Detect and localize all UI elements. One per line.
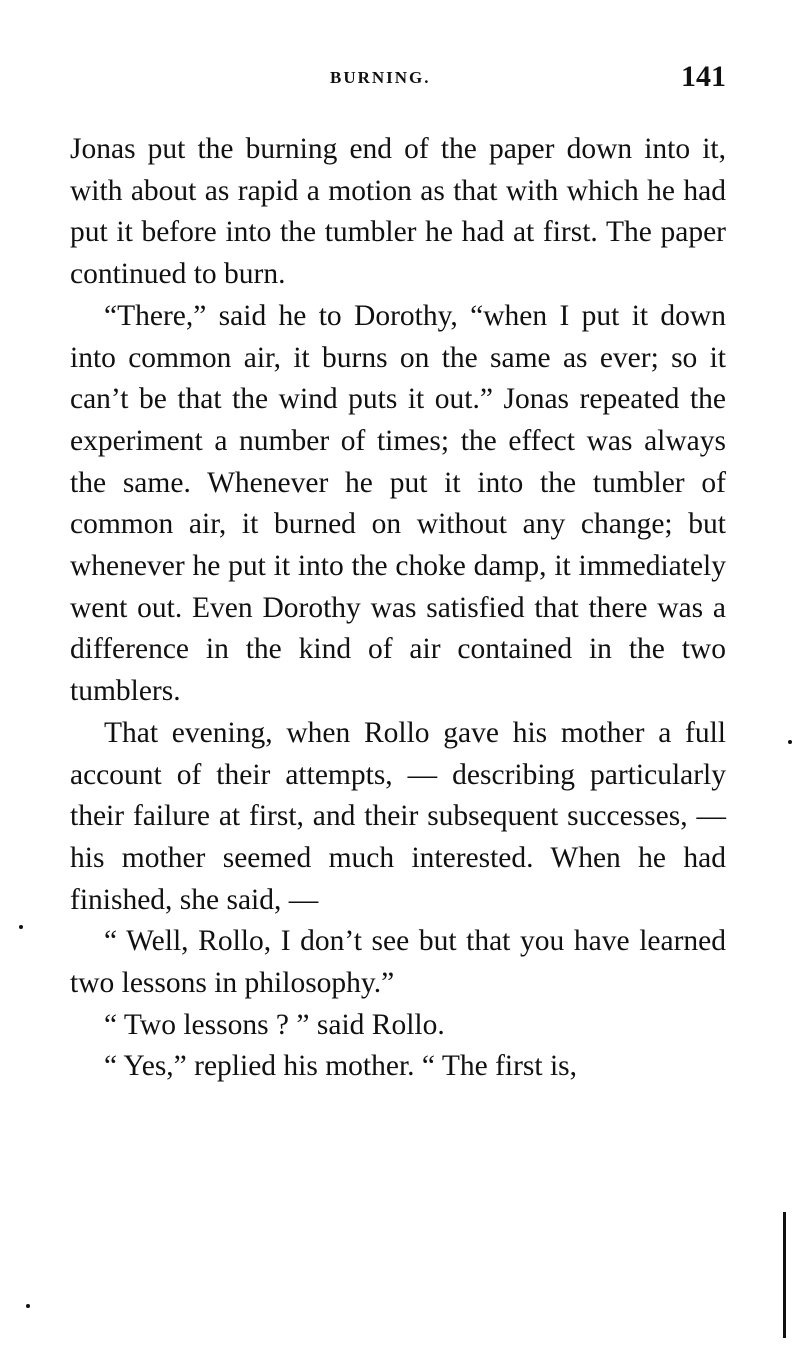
paragraph: “ Yes,” replied his mother. “ The first is, xyxy=(104,1050,578,1083)
paragraph: “There,” said he to Dorothy, “when I put it down into common air, it burns on the same as ever; so it can’t be that the wind puts it out.” Jonas repeated the experiment a number of times; the effect was always the same. Whenever he put it into the tumbler of common air, it burned on without any change; but whenever he put it into the choke damp, it immediately went out. Even Dorothy was satisfied that there was a difference in the kind of air contained in the two tumblers. xyxy=(70,299,726,708)
page-number: 141 xyxy=(681,60,726,93)
paragraph: “ Two lessons ? ” said Rollo. xyxy=(104,1008,445,1041)
paragraph: That evening, when Rollo gave his mother a full account of their attempts, — describing particularly their failure at first, and their subsequent successes, — his mother seemed much interested. When he had finished, she said, — xyxy=(70,716,726,916)
scan-speck xyxy=(19,925,23,929)
scan-speck xyxy=(26,1304,30,1308)
scan-speck xyxy=(788,740,792,744)
running-title: BURNING. xyxy=(330,68,431,87)
page-edge-mark xyxy=(783,1212,786,1338)
page-body xyxy=(70,129,726,1088)
paragraph: “ Well, Rollo, I don’t see but that you have learned two lessons in philosophy.” xyxy=(70,925,726,1000)
paragraph-continued: Jonas put the burning end of the paper down into it, with about as rapid a motion as that with which he had put it before into the tumbler he had at first. The paper continued to burn. xyxy=(70,133,726,291)
page-header xyxy=(70,60,726,100)
